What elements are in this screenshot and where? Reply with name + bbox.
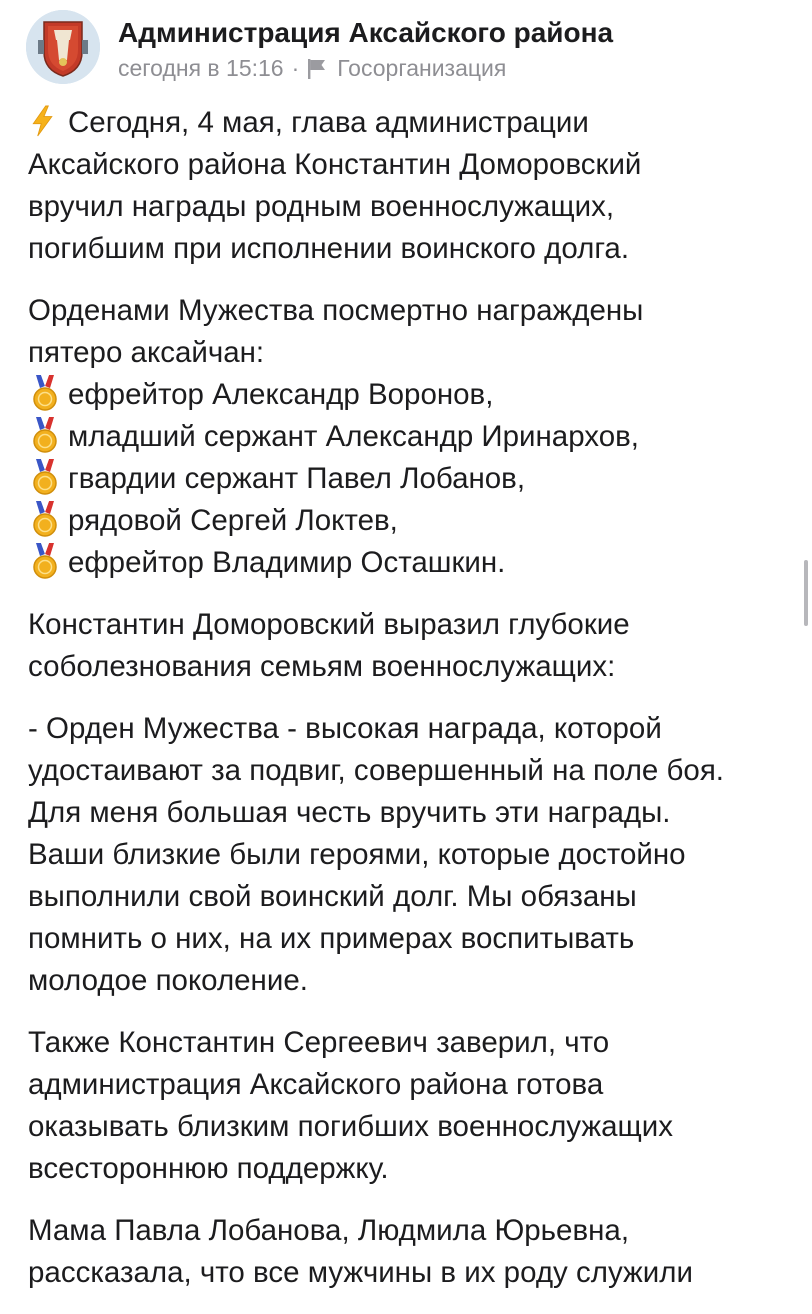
awarded-name: рядовой Сергей Локтев, bbox=[68, 504, 398, 537]
quote-line: удостаивают за подвиг, совершенный на поле боя. bbox=[28, 754, 725, 787]
scrollbar[interactable] bbox=[804, 560, 808, 626]
intro-line-text: Сегодня, 4 мая, глава администрации bbox=[68, 106, 589, 139]
flag-icon bbox=[307, 58, 327, 80]
paragraph-intro bbox=[28, 102, 794, 270]
paragraph-support bbox=[28, 1022, 794, 1190]
quote-line: выполнили свой воинский долг. Мы обязаны bbox=[28, 880, 637, 913]
avatar[interactable] bbox=[26, 10, 100, 84]
meta-separator: · bbox=[291, 55, 300, 81]
awarded-item bbox=[28, 374, 794, 416]
intro-line: вручил награды родным военнослужащих, bbox=[28, 190, 615, 223]
intro-line bbox=[28, 102, 794, 144]
post-header bbox=[26, 10, 792, 86]
support-line: всестороннюю поддержку. bbox=[28, 1152, 389, 1185]
post-time[interactable]: сегодня в 15:16 bbox=[118, 55, 284, 81]
mother-line: Мама Павла Лобанова, Людмила Юрьевна, bbox=[28, 1214, 630, 1247]
medal-icon bbox=[28, 458, 62, 496]
medal-icon bbox=[28, 500, 62, 538]
quote-line: помнить о них, на их примерах воспитывать bbox=[28, 922, 635, 955]
condolence-line: соболезнования семьям военнослужащих: bbox=[28, 650, 616, 683]
mother-line: рассказала, что все мужчины в их роду служили bbox=[28, 1256, 693, 1289]
condolence-line: Константин Доморовский выразил глубокие bbox=[28, 608, 630, 641]
lightning-icon bbox=[28, 102, 58, 140]
medal-icon bbox=[28, 374, 62, 412]
awarded-item bbox=[28, 458, 794, 500]
quote-line: - Орден Мужества - высокая награда, которой bbox=[28, 712, 662, 745]
page-name[interactable]: Администрация Аксайского района bbox=[118, 17, 614, 48]
intro-line: погибшим при исполнении воинского долга. bbox=[28, 232, 630, 265]
awarded-intro-line: пятеро аксайчан: bbox=[28, 336, 265, 369]
awarded-item bbox=[28, 416, 794, 458]
support-line: администрация Аксайского района готова bbox=[28, 1068, 604, 1101]
paragraph-condolence bbox=[28, 604, 794, 688]
quote-line: молодое поколение. bbox=[28, 964, 308, 997]
paragraph-awarded bbox=[28, 290, 794, 584]
quote-line: Для меня большая честь вручить эти награды. bbox=[28, 796, 671, 829]
paragraph-quote bbox=[28, 708, 794, 1002]
support-line: Также Константин Сергеевич заверил, что bbox=[28, 1026, 610, 1059]
medal-icon bbox=[28, 416, 62, 454]
paragraph-mother bbox=[28, 1210, 794, 1294]
post-text bbox=[28, 102, 794, 1314]
support-line: оказывать близким погибших военнослужащих bbox=[28, 1110, 674, 1143]
awarded-intro-line: Орденами Мужества посмертно награждены bbox=[28, 294, 644, 327]
awarded-item bbox=[28, 542, 794, 584]
intro-line: Аксайского района Константин Доморовский bbox=[28, 148, 642, 181]
quote-line: Ваши близкие были героями, которые достойно bbox=[28, 838, 686, 871]
post-meta bbox=[118, 54, 613, 82]
awarded-name: младший сержант Александр Иринархов, bbox=[68, 420, 639, 453]
awarded-item bbox=[28, 500, 794, 542]
coat-of-arms-icon bbox=[26, 10, 100, 84]
awarded-name: ефрейтор Александр Воронов, bbox=[68, 378, 494, 411]
page-category: Госорганизация bbox=[337, 55, 507, 81]
awarded-name: гвардии сержант Павел Лобанов, bbox=[68, 462, 526, 495]
medal-icon bbox=[28, 542, 62, 580]
awarded-name: ефрейтор Владимир Осташкин. bbox=[68, 546, 506, 579]
